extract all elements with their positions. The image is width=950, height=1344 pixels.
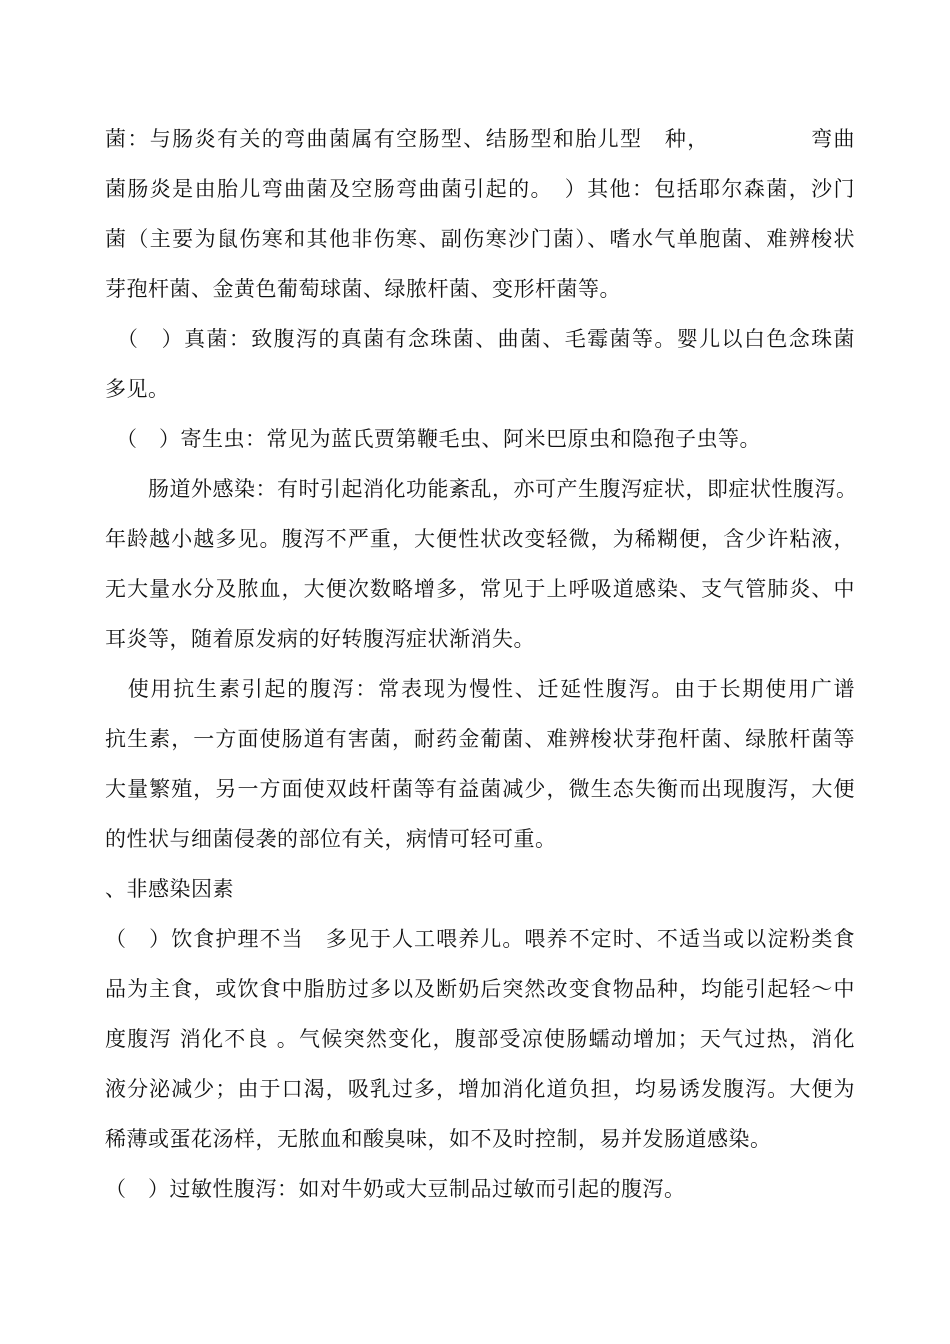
- text-line: （ ）寄生虫：常见为蓝氏贾第鞭毛虫、阿米巴原虫和隐孢子虫等。: [105, 427, 761, 451]
- text-line: 品为主食，或饮食中脂肪过多以及断奶后突然改变食物品种，均能引起轻～中: [105, 977, 855, 1001]
- text-line: 抗生素，一方面使肠道有害菌，耐药金葡菌、难辨梭状芽孢杆菌、绿脓杆菌等: [105, 727, 855, 751]
- text-line: 芽孢杆菌、金黄色葡萄球菌、绿脓杆菌、变形杆菌等。: [105, 277, 621, 301]
- text-line: 度腹泻 消化不良 。气候突然变化，腹部受凉使肠蠕动增加；天气过热，消化: [105, 1027, 855, 1051]
- text-line: 使用抗生素引起的腹泻：常表现为慢性、迁延性腹泻。由于长期使用广谱: [105, 677, 855, 701]
- text-line: 多见。: [105, 377, 170, 401]
- text-line: （ ）真菌：致腹泻的真菌有念珠菌、曲菌、毛霉菌等。婴儿以白色念珠菌: [105, 327, 855, 351]
- text-line: 菌（主要为鼠伤寒和其他非伤寒、副伤寒沙门菌）、嗜水气单胞菌、难辨梭状: [105, 227, 855, 251]
- text-line: 菌肠炎是由胎儿弯曲菌及空肠弯曲菌引起的。 ）其他：包括耶尔森菌，沙门: [105, 177, 855, 201]
- section-heading: 、非感染因素: [105, 877, 234, 901]
- text-line: 液分泌减少；由于口渴，吸乳过多，增加消化道负担，均易诱发腹泻。大便为: [105, 1077, 855, 1101]
- text-line: （ ）饮食护理不当 多见于人工喂养儿。喂养不定时、不适当或以淀粉类食: [105, 927, 855, 951]
- text-line: 大量繁殖，另一方面使双歧杆菌等有益菌减少，微生态失衡而出现腹泻，大便: [105, 777, 855, 801]
- text-line: 稀薄或蛋花汤样，无脓血和酸臭味，如不及时控制，易并发肠道感染。: [105, 1127, 772, 1151]
- text-line: 年龄越小越多见。腹泻不严重，大便性状改变轻微，为稀糊便，含少许粘液，: [105, 527, 855, 551]
- text-line: 耳炎等，随着原发病的好转腹泻症状渐消失。: [105, 627, 535, 651]
- text-line: 肠道外感染：有时引起消化功能紊乱，亦可产生腹泻症状，即症状性腹泻。: [105, 477, 858, 501]
- text-line: 的性状与细菌侵袭的部位有关，病情可轻可重。: [105, 827, 557, 851]
- text-line: 无大量水分及脓血，大便次数略增多，常见于上呼吸道感染、支气管肺炎、中: [105, 577, 855, 601]
- text-line: 菌：与肠炎有关的弯曲菌属有空肠型、结肠型和胎儿型 种， 弯曲: [105, 127, 855, 151]
- text-line: （ ）过敏性腹泻：如对牛奶或大豆制品过敏而引起的腹泻。: [105, 1177, 686, 1201]
